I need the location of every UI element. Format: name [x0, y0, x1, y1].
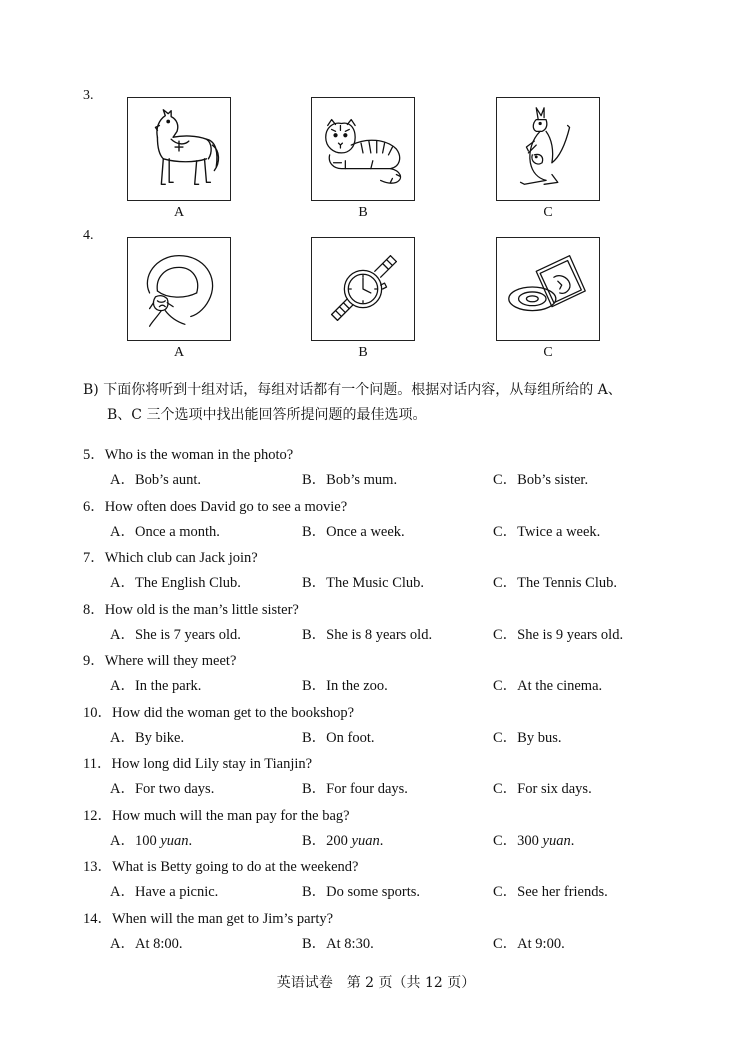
section-b-line2: B、C 三个选项中找出能回答所提问题的最佳选项。	[107, 407, 427, 423]
page-footer: 英语试卷 第 2 页（共 12 页）	[276, 975, 476, 991]
question-number: 5．	[83, 447, 105, 463]
question-9-option-b[interactable]: B．In the zoo.	[302, 678, 388, 694]
question-11	[83, 752, 312, 773]
question-3-number: 3.	[83, 88, 94, 103]
question-text: When will the man get to Jim’s party?	[112, 910, 334, 927]
question-13-option-c[interactable]: C．See her friends.	[493, 884, 608, 900]
hat-icon	[128, 238, 230, 340]
question-13-option-b[interactable]: B．Do some sports.	[302, 884, 421, 900]
question-number: 14．	[83, 910, 112, 927]
question-8-option-b[interactable]: B．She is 8 years old.	[302, 626, 433, 643]
section-b-line1: B) 下面你将听到十组对话，每组对话都有一个问题。根据对话内容，从每组所给的 A、	[83, 382, 622, 398]
question-number: 13．	[83, 859, 112, 875]
question-text: What is Betty going to do at the weekend?	[112, 859, 359, 875]
question-text: How often does David go to see a movie?	[104, 498, 348, 515]
question-12-option-b[interactable]: B．200 yuan.	[302, 832, 384, 849]
question-11-option-b[interactable]: B．For four days.	[302, 781, 408, 797]
question-11-option-c[interactable]: C．For six days.	[493, 781, 592, 797]
question-text: How much will the man pay for the bag?	[112, 807, 350, 824]
currency-word: yuan	[351, 832, 380, 849]
section-b-instructions	[83, 378, 673, 428]
question-5-option-c[interactable]: C．Bob’s sister.	[493, 472, 589, 488]
question-text: How old is the man’s little sister?	[104, 601, 299, 618]
question-12	[83, 804, 350, 825]
question-number: 6．	[83, 498, 105, 515]
option-4c-label: C	[543, 345, 553, 360]
question-7-option-c[interactable]: C．The Tennis Club.	[493, 575, 617, 591]
question-10-option-b[interactable]: B．On foot.	[302, 729, 375, 746]
question-8-option-c[interactable]: C．She is 9 years old.	[493, 626, 624, 643]
tiger-icon	[312, 98, 414, 200]
question-13-option-a[interactable]: A．Have a picnic.	[110, 884, 219, 900]
option-4b-picture	[311, 237, 415, 341]
question-7-option-a[interactable]: A．The English Club.	[110, 575, 241, 591]
question-8-option-a[interactable]: A．She is 7 years old.	[110, 626, 241, 643]
horse-icon	[128, 98, 230, 200]
question-number: 10．	[83, 704, 112, 721]
option-3b-picture	[311, 97, 415, 201]
question-14-option-c[interactable]: C．At 9:00.	[493, 935, 565, 952]
question-10	[83, 701, 354, 722]
question-8	[83, 598, 299, 619]
option-3c-label: C	[543, 205, 553, 220]
currency-word: yuan	[160, 832, 189, 849]
question-number: 7．	[83, 550, 105, 566]
question-14	[83, 907, 333, 928]
question-text: Which club can Jack join?	[104, 550, 258, 566]
question-6-option-a[interactable]: A．Once a month.	[110, 523, 220, 540]
currency-word: yuan	[542, 832, 571, 849]
question-14-option-b[interactable]: B．At 8:30.	[302, 935, 374, 952]
question-5	[83, 443, 293, 464]
question-6-option-c[interactable]: C．Twice a week.	[493, 523, 601, 540]
question-number: 8．	[83, 601, 105, 618]
question-6	[83, 495, 347, 516]
option-3c-picture	[496, 97, 600, 201]
question-12-option-a[interactable]: A．100 yuan.	[110, 832, 193, 849]
question-7	[83, 546, 258, 567]
kangaroo-icon	[497, 98, 599, 200]
option-3a-label: A	[173, 205, 185, 220]
cd-icon	[497, 238, 599, 340]
question-text: How did the woman get to the bookshop?	[112, 704, 355, 721]
option-3b-label: B	[358, 205, 368, 220]
question-10-option-a[interactable]: A．By bike.	[110, 729, 185, 746]
question-9-option-c[interactable]: C．At the cinema.	[493, 678, 603, 694]
option-3a-picture	[127, 97, 231, 201]
question-12-option-c[interactable]: C．300 yuan.	[493, 832, 575, 849]
watch-icon	[312, 238, 414, 340]
question-14-option-a[interactable]: A．At 8:00.	[110, 935, 183, 952]
question-9-option-a[interactable]: A．In the park.	[110, 678, 202, 694]
question-9	[83, 649, 236, 670]
option-4c-picture	[496, 237, 600, 341]
question-11-option-a[interactable]: A．For two days.	[110, 781, 215, 797]
question-text: How long did Lily stay in Tianjin?	[111, 756, 313, 772]
question-text: Who is the woman in the photo?	[104, 447, 294, 463]
question-6-option-b[interactable]: B．Once a week.	[302, 523, 405, 540]
question-text: Where will they meet?	[104, 653, 237, 669]
option-4a-picture	[127, 237, 231, 341]
question-number: 9．	[83, 653, 105, 669]
question-number: 11．	[83, 756, 112, 772]
question-4-number: 4.	[83, 228, 94, 243]
question-5-option-a[interactable]: A．Bob’s aunt.	[110, 472, 202, 488]
question-7-option-b[interactable]: B．The Music Club.	[302, 575, 425, 591]
question-number: 12．	[83, 807, 112, 824]
option-4a-label: A	[173, 345, 185, 360]
question-10-option-c[interactable]: C．By bus.	[493, 729, 562, 746]
question-13	[83, 855, 358, 876]
question-5-option-b[interactable]: B．Bob’s mum.	[302, 472, 398, 488]
option-4b-label: B	[358, 345, 368, 360]
